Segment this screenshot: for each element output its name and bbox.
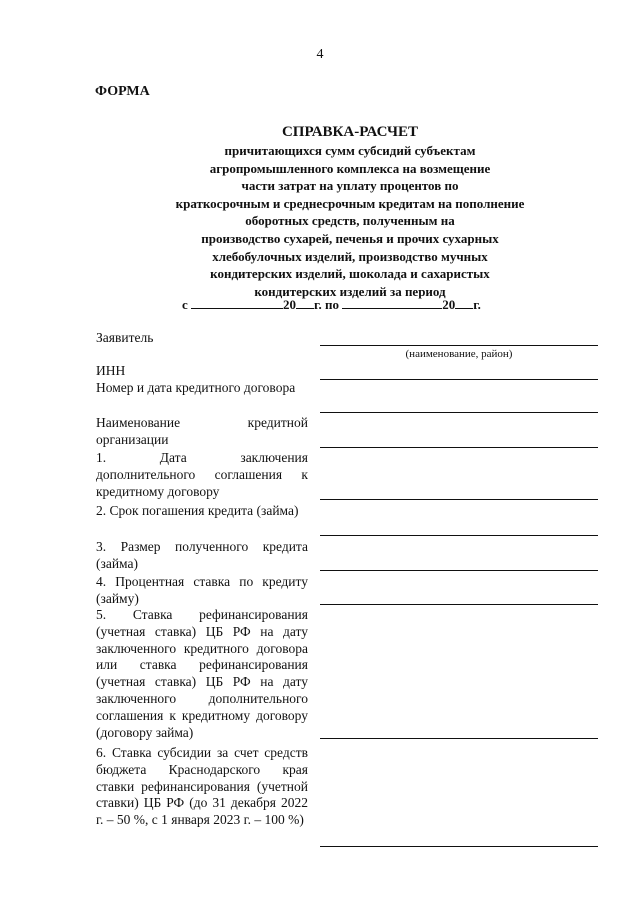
applicant-input-line[interactable]: [320, 345, 598, 346]
subtitle-line: производство сухарей, печенья и прочих сухарных: [201, 230, 499, 246]
subtitle-line: причитающихся сумм субсидий субъектам: [224, 143, 476, 158]
refinancing-rate-input-line[interactable]: [320, 738, 598, 739]
page-number: 4: [316, 47, 324, 62]
period-year1: 20: [283, 297, 297, 312]
period-end-year-blank[interactable]: [455, 297, 473, 309]
subsidy-rate-input-line[interactable]: [320, 846, 598, 847]
title-block: [150, 122, 550, 300]
document-title: СПРАВКА-РАСЧЕТ: [281, 124, 419, 140]
field-label-loan-agreement: Номер и дата кредитного договора: [96, 380, 296, 395]
interest-rate-input-line[interactable]: [320, 604, 598, 605]
form-label: ФОРМА: [95, 84, 150, 99]
period-line: [182, 297, 481, 313]
subtitle-line: кондитерских изделий за период: [254, 283, 446, 299]
loan-agreement-input-line[interactable]: [320, 412, 598, 413]
subtitle-line: кондитерских изделий, шоколада и сахаристых: [210, 266, 490, 282]
supplementary-agreement-date-input-line[interactable]: [320, 499, 598, 500]
field-label-inn: ИНН: [96, 363, 126, 378]
subtitle-line: хлебобулочных изделий, производство мучных: [212, 248, 488, 264]
subtitle-line: части затрат на уплату процентов по: [241, 178, 459, 194]
field-label-subsidy-rate: 6. Ставка субсидии за счет средств бюджета Краснодарского края ставки рефинансирования (учетной ставки) ЦБ РФ (до 31 декабря 2022 г. – 50 %, с 1 января 2023 г. – 100 %): [96, 745, 308, 828]
field-label-loan-amount: 3. Размер полученного кредита (займа): [96, 539, 308, 571]
field-label-refinancing-rate: 5. Ставка рефинансирования (учетная ставка) ЦБ РФ на дату заключенного кредитного договора или ставка рефинансирования (учетная ставка) ЦБ РФ на дату заключенного дополнительного соглашения к кредитному договору (договору займа): [96, 607, 308, 740]
period-year2: 20: [442, 297, 456, 312]
field-label-applicant: Заявитель: [96, 330, 154, 345]
applicant-caption: (наименование, район): [405, 348, 513, 360]
period-start-year-blank[interactable]: [296, 297, 314, 309]
period-from: с: [182, 297, 188, 312]
field-label-supplementary-agreement-date: 1. Дата заключения дополнительного соглашения к кредитному договору: [96, 450, 308, 499]
credit-organization-input-line[interactable]: [320, 447, 598, 448]
subtitle-line: агропромышленного комплекса на возмещение: [209, 160, 491, 176]
period-end: г.: [473, 297, 481, 312]
subtitle-line: краткосрочным и среднесрочным кредитам на пополнение: [175, 195, 525, 211]
loan-amount-input-line[interactable]: [320, 570, 598, 571]
period-end-blank[interactable]: [342, 297, 442, 309]
period-start-blank[interactable]: [191, 297, 283, 309]
inn-input-line[interactable]: [320, 379, 598, 380]
field-label-credit-organization: Наименование кредитной организации: [96, 415, 308, 447]
subtitle-line: оборотных средств, полученным на: [245, 213, 455, 229]
field-label-interest-rate: 4. Процентная ставка по кредиту (займу): [96, 574, 308, 606]
field-label-repayment-term: 2. Срок погашения кредита (займа): [96, 503, 299, 518]
period-mid: г. по: [314, 297, 339, 312]
repayment-term-input-line[interactable]: [320, 535, 598, 536]
